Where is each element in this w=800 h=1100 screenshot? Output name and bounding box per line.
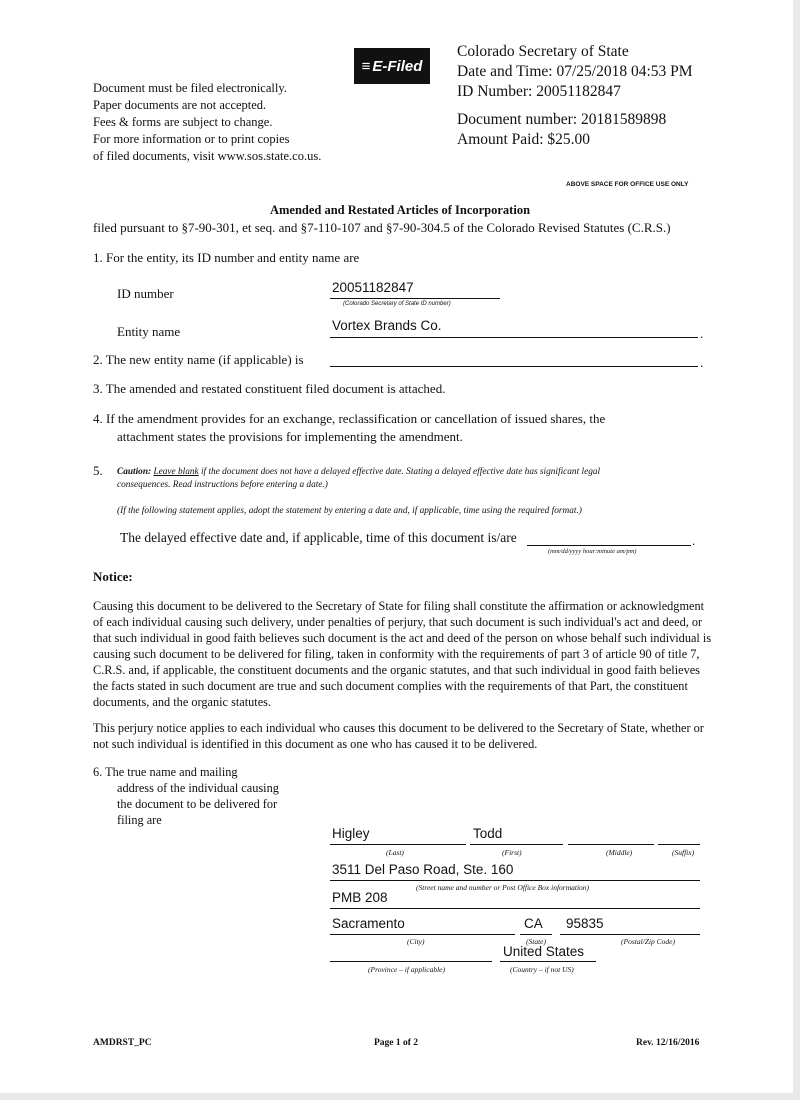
- filing-notes: [93, 80, 321, 165]
- first-caption: (First): [502, 848, 522, 857]
- entity-name-value[interactable]: Vortex Brands Co.: [332, 318, 442, 333]
- filing-note: Paper documents are not accepted.: [93, 98, 267, 112]
- office-name: Colorado Secretary of State: [457, 43, 629, 60]
- entity-name-line: [330, 337, 698, 338]
- revision: Rev. 12/16/2016: [636, 1038, 700, 1048]
- suffix-line: [658, 844, 700, 845]
- filer-first-name[interactable]: Todd: [473, 826, 503, 841]
- first-name-line: [470, 844, 563, 845]
- filing-note: of filed documents, visit www.sos.state.co.us.: [93, 149, 322, 163]
- document-number: Document number: 20181589898: [457, 111, 667, 128]
- state-line: [520, 934, 552, 935]
- zip-line: [560, 934, 700, 935]
- item-4-line-2: attachment states the provisions for implementing the amendment.: [117, 429, 463, 444]
- page-edge-bottom: [0, 1093, 800, 1100]
- province-caption: (Province – if applicable): [368, 965, 445, 974]
- street-line: [330, 880, 700, 881]
- delayed-date-statement: The delayed effective date and, if applicable, time of this document is/are: [120, 530, 517, 545]
- filing-note: Fees & forms are subject to change.: [93, 115, 273, 129]
- filing-note: For more information or to print copies: [93, 132, 290, 146]
- form-title: Amended and Restated Articles of Incorporation: [269, 203, 531, 217]
- form-subtitle: filed pursuant to §7-90-301, et seq. and §7-110-107 and §7-90-304.5 of the Colorado Revised Statutes (C.R.S.): [93, 220, 671, 235]
- office-use-note: ABOVE SPACE FOR OFFICE USE ONLY: [566, 181, 689, 188]
- form-code: AMDRST_PC: [93, 1038, 152, 1048]
- item-6-line: filing are: [117, 813, 162, 827]
- zip-caption: (Postal/Zip Code): [621, 937, 675, 946]
- filer-country[interactable]: United States: [503, 944, 585, 959]
- delayed-date-period: .: [692, 533, 696, 548]
- date-time: Date and Time: 07/25/2018 04:53 PM: [457, 63, 693, 80]
- middle-caption: (Middle): [606, 848, 633, 857]
- perjury-notice: This perjury notice applies to each individual who causes this document to be delivered to the Secretary of State, whether or not such individual is identified in this document as one who has caused it to be delivered.: [93, 721, 704, 751]
- entity-name-period: .: [700, 326, 704, 341]
- id-number-line: [330, 298, 500, 299]
- efiled-icon: ≡: [361, 57, 370, 75]
- item-6-line: address of the individual causing: [117, 781, 279, 795]
- new-entity-name-line[interactable]: [330, 366, 698, 367]
- item-5-number: 5.: [93, 463, 103, 478]
- item-5-caution: [117, 466, 707, 492]
- filer-street-2[interactable]: PMB 208: [332, 890, 388, 905]
- filer-state[interactable]: CA: [524, 916, 543, 931]
- item-6: [93, 764, 279, 828]
- item-4-line-1: 4. If the amendment provides for an exchange, reclassification or cancellation of issued shares, the: [93, 411, 606, 426]
- entity-name-label: Entity name: [117, 324, 181, 339]
- street-2-line: [330, 908, 700, 909]
- item-2: 2. The new entity name (if applicable) is: [93, 352, 304, 367]
- page-edge-right: [793, 0, 800, 1100]
- caution-text-line-2: consequences. Read instructions before entering a date.): [117, 480, 328, 490]
- city-line: [330, 934, 515, 935]
- filer-last-name[interactable]: Higley: [332, 826, 370, 841]
- filer-zip[interactable]: 95835: [566, 916, 604, 931]
- item-5-apply-note: (If the following statement applies, adopt the statement by entering a date and, if applicable, time using the required format.): [117, 506, 582, 516]
- efiled-label: E-Filed: [372, 57, 423, 75]
- middle-name-line: [568, 844, 654, 845]
- amount-paid: Amount Paid: $25.00: [457, 131, 591, 148]
- caution-label: Caution:: [117, 467, 152, 477]
- id-number-value[interactable]: 20051182847: [332, 280, 414, 295]
- last-caption: (Last): [386, 848, 404, 857]
- leave-blank-text: Leave blank: [153, 467, 199, 477]
- filer-city[interactable]: Sacramento: [332, 916, 405, 931]
- state-caption: (State): [526, 937, 546, 946]
- province-line: [330, 961, 492, 962]
- filer-street[interactable]: 3511 Del Paso Road, Ste. 160: [332, 862, 514, 877]
- country-line: [500, 961, 596, 962]
- item-3: 3. The amended and restated constituent filed document is attached.: [93, 381, 446, 396]
- delayed-date-line[interactable]: [527, 545, 691, 546]
- filing-note: Document must be filed electronically.: [93, 81, 287, 95]
- efiled-badge: [354, 48, 430, 84]
- notice-heading: Notice:: [93, 569, 133, 584]
- last-name-line: [330, 844, 466, 845]
- notice-body: Causing this document to be delivered to the Secretary of State for filing shall constitute the affirmation or acknowledgment of each individual causing such delivery, under penalties of perjury, that such document is such individual's act and deed, or that such individual in good faith believes such document is the act and deed of the person on whose behalf such individual is causing such document to be delivered for filing, taken in conformity with the requirements of part 3 of article 90 of title 7, C.R.S. and, if applicable, the constituent documents and the organic statutes, and that such individual in good faith believes the facts stated in such document are true and such document complies with the requirements of that Part, the constituent documents, and the organic statutes.: [93, 599, 712, 709]
- caution-text: if the document does not have a delayed effective date. Stating a delayed effective date has significant legal: [200, 467, 601, 477]
- item-1: 1. For the entity, its ID number and entity name are: [93, 250, 360, 265]
- suffix-caption: (Suffix): [672, 848, 695, 857]
- item-6-line: 6. The true name and mailing: [93, 765, 238, 779]
- city-caption: (City): [407, 937, 425, 946]
- country-caption: (Country – if not US): [510, 965, 574, 974]
- delayed-date-format: (mm/dd/yyyy hour:minute am/pm): [548, 548, 637, 555]
- id-number: ID Number: 20051182847: [457, 83, 621, 100]
- id-number-label: ID number: [117, 286, 174, 301]
- page-number: Page 1 of 2: [374, 1038, 419, 1048]
- street-caption: (Street name and number or Post Office Box information): [416, 883, 590, 892]
- id-number-caption: (Colorado Secretary of State ID number): [343, 301, 451, 307]
- item-6-line: the document to be delivered for: [117, 797, 278, 811]
- item-2-period: .: [700, 355, 704, 370]
- filing-stamp: [457, 42, 693, 150]
